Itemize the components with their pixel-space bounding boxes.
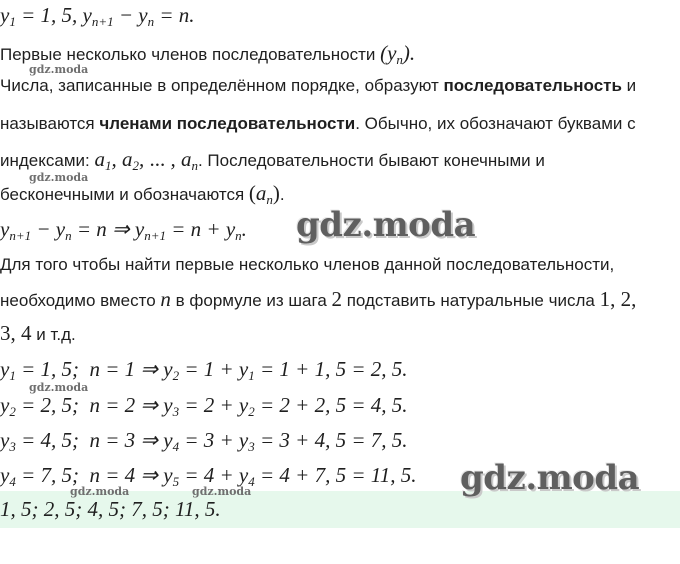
theory-heading-text: Первые несколько членов последовательности — [0, 45, 381, 64]
theory-line-1: Числа, записанные в определённом порядке, образуют последовательность и — [0, 76, 637, 95]
step-text-3: 3, 4 и т.д. — [0, 321, 76, 345]
given-condition: $y_1 = 1$, 5, $y_{n+1} - y_n = n$. — [0, 3, 195, 29]
watermark-small-3: gdz.moda — [29, 381, 89, 394]
theory-line-4: бесконечными и обозначаются $(a_n)$. — [0, 181, 285, 207]
watermark-small-1: gdz.moda — [29, 63, 89, 76]
calculation-line-3: $y_3 = 4$, 5; n = 3 ⇒ $y_4 = 3 + y_3 = 3 + 4$, 5 = 7, 5. — [0, 428, 408, 454]
calculation-line-4: $y_4 = 7$, 5; n = 4 ⇒ $y_5 = 4 + y_4 = 4 + 7$, 5 = 11, 5. — [0, 463, 417, 489]
theory-line-3: индексами: $a_1$, $a_2$, ... , $a_n$. Последовательности бывают конечными и — [0, 147, 545, 173]
theory-heading-math: $(y_n)$. — [380, 41, 416, 67]
answer: 1, 5; 2, 5; 4, 5; 7, 5; 11, 5. — [0, 497, 221, 521]
watermark-small-5: gdz.moda — [192, 485, 252, 498]
watermark-big-1: gdz.moda — [296, 205, 476, 245]
watermark-small-2: gdz.moda — [29, 171, 89, 184]
calculation-line-1: $y_1 = 1$, 5; n = 1 ⇒ $y_2 = 1 + y_1 = 1 + 1$, 5 = 2, 5. — [0, 357, 408, 383]
step-text-2: необходимо вместо n в формуле из шага 2 подставить натуральные числа 1, 2, — [0, 287, 637, 311]
calculation-line-2: $y_2 = 2$, 5; n = 2 ⇒ $y_3 = 2 + y_2 = 2 + 2$, 5 = 4, 5. — [0, 393, 408, 419]
step-text-1: Для того чтобы найти первые несколько членов данной последовательности, — [0, 255, 615, 274]
theory-line-2: называются членами последовательности. Обычно, их обозначают буквами с — [0, 114, 636, 133]
watermark-big-2: gdz.moda — [460, 458, 640, 498]
step-formula: $y_{n+1} - y_n = n$ ⇒ $y_{n+1} = n + y_n$. — [0, 217, 247, 243]
watermark-small-4: gdz.moda — [70, 485, 130, 498]
